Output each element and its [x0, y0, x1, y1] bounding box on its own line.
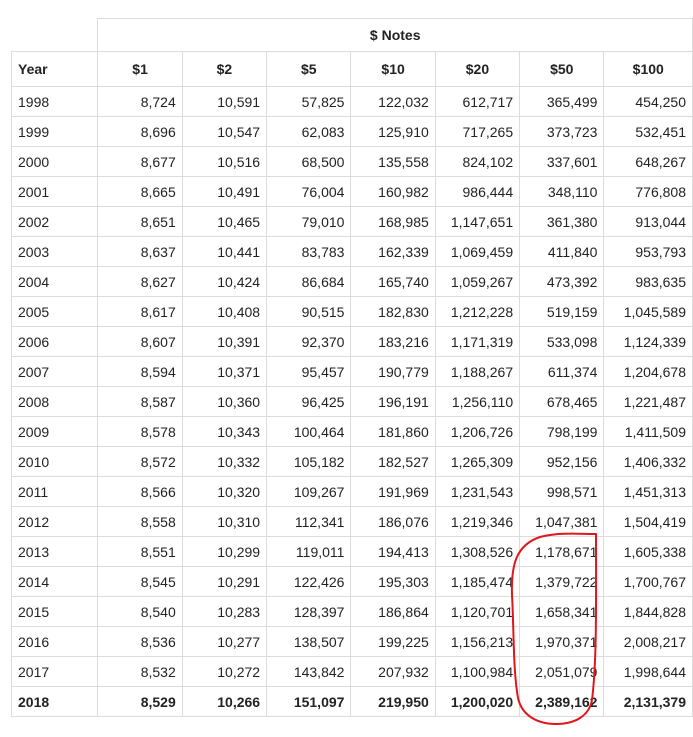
- value-cell: 2,008,217: [604, 627, 693, 657]
- value-cell: 1,256,110: [435, 387, 519, 417]
- value-cell: 1,308,526: [435, 537, 519, 567]
- column-header-note: $10: [351, 52, 435, 87]
- value-cell: 1,379,722: [520, 567, 604, 597]
- year-cell: 2006: [12, 327, 98, 357]
- value-cell: 348,110: [520, 177, 604, 207]
- value-cell: 913,044: [604, 207, 693, 237]
- table-row: [12, 567, 693, 597]
- year-cell: 2008: [12, 387, 98, 417]
- value-cell: 8,677: [98, 147, 182, 177]
- value-cell: 10,266: [182, 687, 266, 717]
- value-cell: 182,830: [351, 297, 435, 327]
- value-cell: 986,444: [435, 177, 519, 207]
- value-cell: 92,370: [267, 327, 351, 357]
- value-cell: 181,860: [351, 417, 435, 447]
- value-cell: 10,391: [182, 327, 266, 357]
- table-row: [12, 87, 693, 117]
- value-cell: 10,320: [182, 477, 266, 507]
- value-cell: 10,371: [182, 357, 266, 387]
- column-header-note: $50: [520, 52, 604, 87]
- value-cell: 122,426: [267, 567, 351, 597]
- year-cell: 2011: [12, 477, 98, 507]
- value-cell: 86,684: [267, 267, 351, 297]
- table-header: [12, 19, 693, 87]
- value-cell: 8,724: [98, 87, 182, 117]
- value-cell: 128,397: [267, 597, 351, 627]
- table-row: [12, 417, 693, 447]
- value-cell: 1,658,341: [520, 597, 604, 627]
- value-cell: 10,291: [182, 567, 266, 597]
- value-cell: 1,069,459: [435, 237, 519, 267]
- value-cell: 8,651: [98, 207, 182, 237]
- table-row: [12, 387, 693, 417]
- value-cell: 186,864: [351, 597, 435, 627]
- year-cell: 2009: [12, 417, 98, 447]
- year-cell: 2004: [12, 267, 98, 297]
- value-cell: 8,536: [98, 627, 182, 657]
- value-cell: 90,515: [267, 297, 351, 327]
- value-cell: 953,793: [604, 237, 693, 267]
- value-cell: 1,700,767: [604, 567, 693, 597]
- value-cell: 10,441: [182, 237, 266, 267]
- value-cell: 186,076: [351, 507, 435, 537]
- value-cell: 8,607: [98, 327, 182, 357]
- value-cell: 8,594: [98, 357, 182, 387]
- column-header-note: $100: [604, 52, 693, 87]
- value-cell: 1,504,419: [604, 507, 693, 537]
- value-cell: 143,842: [267, 657, 351, 687]
- value-cell: 1,998,644: [604, 657, 693, 687]
- value-cell: 8,696: [98, 117, 182, 147]
- value-cell: 2,051,079: [520, 657, 604, 687]
- value-cell: 8,572: [98, 447, 182, 477]
- value-cell: 8,566: [98, 477, 182, 507]
- value-cell: 1,265,309: [435, 447, 519, 477]
- value-cell: 1,059,267: [435, 267, 519, 297]
- value-cell: 138,507: [267, 627, 351, 657]
- column-header-note: $1: [98, 52, 182, 87]
- value-cell: 983,635: [604, 267, 693, 297]
- value-cell: 10,360: [182, 387, 266, 417]
- value-cell: 182,527: [351, 447, 435, 477]
- value-cell: 168,985: [351, 207, 435, 237]
- table-row: [12, 597, 693, 627]
- value-cell: 183,216: [351, 327, 435, 357]
- value-cell: 411,840: [520, 237, 604, 267]
- value-cell: 373,723: [520, 117, 604, 147]
- year-cell: 1998: [12, 87, 98, 117]
- column-header-year: Year: [12, 52, 98, 87]
- value-cell: 83,783: [267, 237, 351, 267]
- value-cell: 473,392: [520, 267, 604, 297]
- column-header-note: $20: [435, 52, 519, 87]
- value-cell: 57,825: [267, 87, 351, 117]
- group-header-row: [12, 19, 693, 52]
- group-header-notes: $ Notes: [98, 19, 693, 52]
- value-cell: 10,424: [182, 267, 266, 297]
- value-cell: 1,178,671: [520, 537, 604, 567]
- column-header-note: $2: [182, 52, 266, 87]
- value-cell: 1,188,267: [435, 357, 519, 387]
- value-cell: 365,499: [520, 87, 604, 117]
- value-cell: 10,272: [182, 657, 266, 687]
- value-cell: 776,808: [604, 177, 693, 207]
- value-cell: 612,717: [435, 87, 519, 117]
- value-cell: 190,779: [351, 357, 435, 387]
- value-cell: 122,032: [351, 87, 435, 117]
- value-cell: 1,047,381: [520, 507, 604, 537]
- value-cell: 1,171,319: [435, 327, 519, 357]
- value-cell: 1,844,828: [604, 597, 693, 627]
- value-cell: 62,083: [267, 117, 351, 147]
- value-cell: 8,558: [98, 507, 182, 537]
- value-cell: 207,932: [351, 657, 435, 687]
- value-cell: 165,740: [351, 267, 435, 297]
- value-cell: 8,529: [98, 687, 182, 717]
- year-cell: 2013: [12, 537, 98, 567]
- value-cell: 519,159: [520, 297, 604, 327]
- table-body: [12, 87, 693, 717]
- value-cell: 1,212,228: [435, 297, 519, 327]
- value-cell: 8,532: [98, 657, 182, 687]
- value-cell: 1,206,726: [435, 417, 519, 447]
- year-cell: 2005: [12, 297, 98, 327]
- year-cell: 2010: [12, 447, 98, 477]
- year-cell: 2017: [12, 657, 98, 687]
- value-cell: 10,283: [182, 597, 266, 627]
- year-cell: 2001: [12, 177, 98, 207]
- value-cell: 10,343: [182, 417, 266, 447]
- value-cell: 952,156: [520, 447, 604, 477]
- value-cell: 678,465: [520, 387, 604, 417]
- value-cell: 96,425: [267, 387, 351, 417]
- table-row: [12, 477, 693, 507]
- table-row: [12, 207, 693, 237]
- year-cell: 2002: [12, 207, 98, 237]
- value-cell: 1,185,474: [435, 567, 519, 597]
- value-cell: 648,267: [604, 147, 693, 177]
- value-cell: 95,457: [267, 357, 351, 387]
- value-cell: 1,411,509: [604, 417, 693, 447]
- value-cell: 2,389,162: [520, 687, 604, 717]
- value-cell: 112,341: [267, 507, 351, 537]
- value-cell: 337,601: [520, 147, 604, 177]
- value-cell: 191,969: [351, 477, 435, 507]
- value-cell: 1,200,020: [435, 687, 519, 717]
- value-cell: 8,551: [98, 537, 182, 567]
- value-cell: 1,231,543: [435, 477, 519, 507]
- value-cell: 1,406,332: [604, 447, 693, 477]
- table-row: [12, 507, 693, 537]
- value-cell: 105,182: [267, 447, 351, 477]
- year-cell: 2015: [12, 597, 98, 627]
- year-cell: 2000: [12, 147, 98, 177]
- value-cell: 611,374: [520, 357, 604, 387]
- value-cell: 10,277: [182, 627, 266, 657]
- table-row: [12, 117, 693, 147]
- table-row: [12, 447, 693, 477]
- table-row: [12, 327, 693, 357]
- value-cell: 533,098: [520, 327, 604, 357]
- value-cell: 8,627: [98, 267, 182, 297]
- value-cell: 135,558: [351, 147, 435, 177]
- value-cell: 8,545: [98, 567, 182, 597]
- value-cell: 1,221,487: [604, 387, 693, 417]
- value-cell: 998,571: [520, 477, 604, 507]
- year-cell: 2012: [12, 507, 98, 537]
- value-cell: 1,120,701: [435, 597, 519, 627]
- value-cell: 8,540: [98, 597, 182, 627]
- value-cell: 2,131,379: [604, 687, 693, 717]
- value-cell: 532,451: [604, 117, 693, 147]
- value-cell: 10,408: [182, 297, 266, 327]
- value-cell: 8,665: [98, 177, 182, 207]
- value-cell: 10,310: [182, 507, 266, 537]
- value-cell: 195,303: [351, 567, 435, 597]
- table-row: [12, 147, 693, 177]
- value-cell: 1,219,346: [435, 507, 519, 537]
- table-row: [12, 687, 693, 717]
- value-cell: 1,100,984: [435, 657, 519, 687]
- column-header-note: $5: [267, 52, 351, 87]
- table-row: [12, 357, 693, 387]
- value-cell: 1,970,371: [520, 627, 604, 657]
- table-row: [12, 627, 693, 657]
- year-cell: 1999: [12, 117, 98, 147]
- value-cell: 798,199: [520, 417, 604, 447]
- value-cell: 1,156,213: [435, 627, 519, 657]
- value-cell: 100,464: [267, 417, 351, 447]
- value-cell: 1,605,338: [604, 537, 693, 567]
- value-cell: 1,045,589: [604, 297, 693, 327]
- value-cell: 824,102: [435, 147, 519, 177]
- value-cell: 68,500: [267, 147, 351, 177]
- year-cell: 2016: [12, 627, 98, 657]
- year-cell: 2018: [12, 687, 98, 717]
- value-cell: 8,617: [98, 297, 182, 327]
- value-cell: 10,547: [182, 117, 266, 147]
- value-cell: 10,491: [182, 177, 266, 207]
- value-cell: 454,250: [604, 87, 693, 117]
- table-row: [12, 237, 693, 267]
- table-row: [12, 297, 693, 327]
- value-cell: 10,465: [182, 207, 266, 237]
- value-cell: 125,910: [351, 117, 435, 147]
- value-cell: 8,578: [98, 417, 182, 447]
- value-cell: 1,147,651: [435, 207, 519, 237]
- value-cell: 79,010: [267, 207, 351, 237]
- notes-table: [11, 18, 693, 717]
- value-cell: 119,011: [267, 537, 351, 567]
- value-cell: 10,591: [182, 87, 266, 117]
- value-cell: 194,413: [351, 537, 435, 567]
- table-row: [12, 177, 693, 207]
- value-cell: 196,191: [351, 387, 435, 417]
- value-cell: 10,332: [182, 447, 266, 477]
- column-header-row: [12, 52, 693, 87]
- value-cell: 109,267: [267, 477, 351, 507]
- value-cell: 1,124,339: [604, 327, 693, 357]
- table-row: [12, 657, 693, 687]
- table-row: [12, 537, 693, 567]
- year-cell: 2007: [12, 357, 98, 387]
- value-cell: 1,451,313: [604, 477, 693, 507]
- value-cell: 162,339: [351, 237, 435, 267]
- value-cell: 160,982: [351, 177, 435, 207]
- value-cell: 151,097: [267, 687, 351, 717]
- value-cell: 10,299: [182, 537, 266, 567]
- value-cell: 717,265: [435, 117, 519, 147]
- value-cell: 199,225: [351, 627, 435, 657]
- value-cell: 76,004: [267, 177, 351, 207]
- group-header-spacer: [12, 19, 98, 52]
- notes-table-container: [11, 18, 693, 717]
- value-cell: 1,204,678: [604, 357, 693, 387]
- value-cell: 219,950: [351, 687, 435, 717]
- year-cell: 2003: [12, 237, 98, 267]
- value-cell: 8,587: [98, 387, 182, 417]
- table-row: [12, 267, 693, 297]
- year-cell: 2014: [12, 567, 98, 597]
- value-cell: 10,516: [182, 147, 266, 177]
- value-cell: 361,380: [520, 207, 604, 237]
- value-cell: 8,637: [98, 237, 182, 267]
